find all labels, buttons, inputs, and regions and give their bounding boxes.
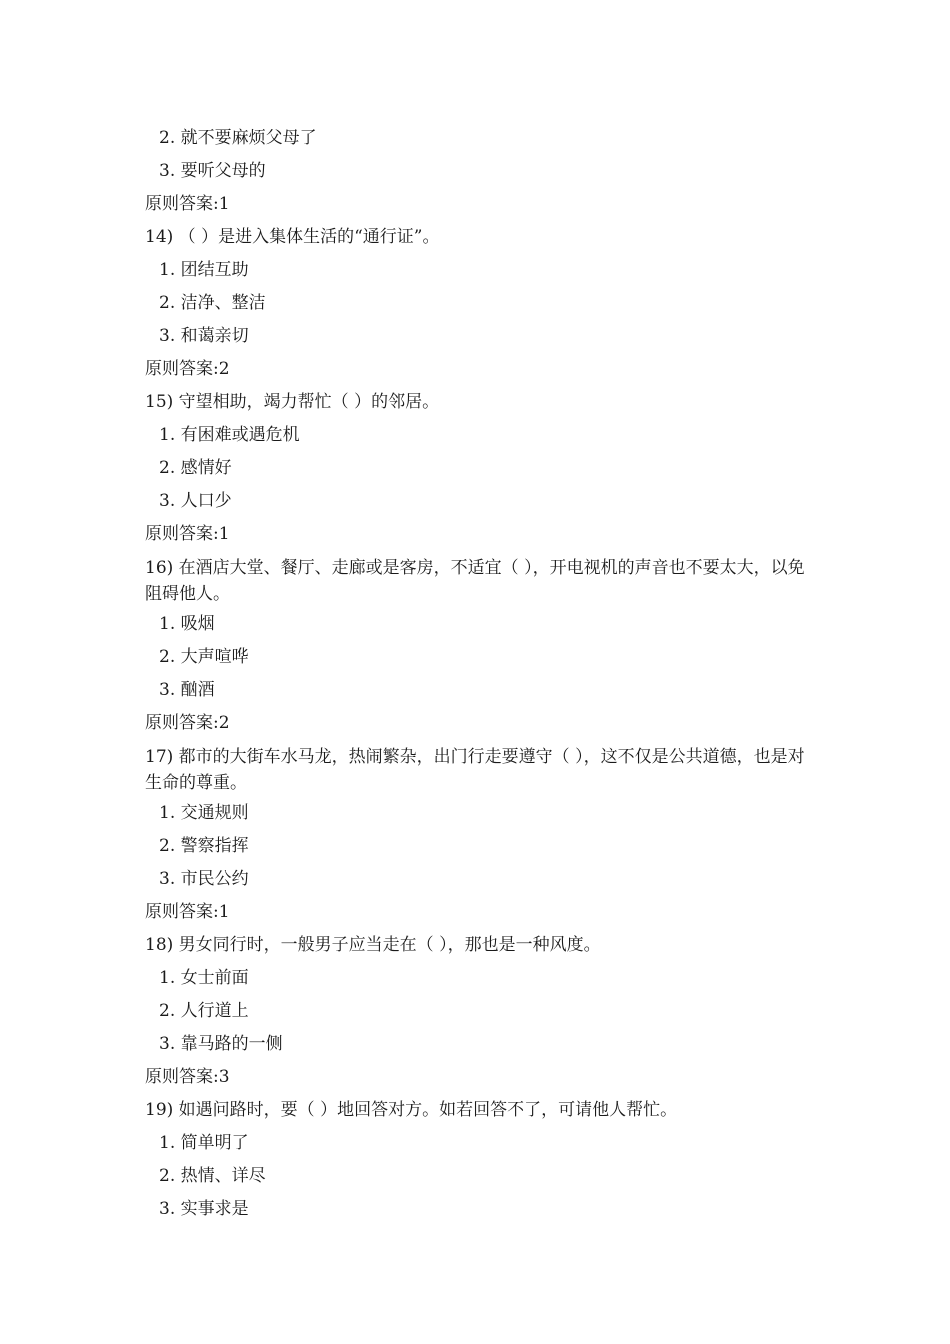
option-item: 2. 洁净、整洁: [159, 293, 266, 313]
question-text: 17) 都市的大街车水马龙，热闹繁杂，出门行走要遵守（ ），这不仅是公共道德，也是对生命的尊重。: [145, 747, 805, 793]
question-text: 14) （ ）是进入集体生活的“通行证”。: [145, 227, 440, 247]
question-text: 19) 如遇问路时，要（ ）地回答对方。如若回答不了，可请他人帮忙。: [145, 1100, 678, 1120]
option-item: 1. 简单明了: [159, 1133, 249, 1153]
answer-line: 原则答案:2: [145, 713, 230, 733]
option-item: 2. 警察指挥: [159, 836, 249, 856]
option-item: 2. 人行道上: [159, 1001, 249, 1021]
answer-line: 原则答案:1: [145, 902, 230, 922]
option-item: 3. 实事求是: [159, 1199, 249, 1219]
question-text: 15) 守望相助，竭力帮忙（ ）的邻居。: [145, 392, 440, 412]
option-item: 3. 和蔼亲切: [159, 326, 249, 346]
option-item: 1. 女士前面: [159, 968, 249, 988]
option-item: 1. 有困难或遇危机: [159, 425, 300, 445]
question-text: 16) 在酒店大堂、餐厅、走廊或是客房，不适宜（ ），开电视机的声音也不要太大，以免阻碍他人。: [145, 558, 805, 604]
option-item: 1. 吸烟: [159, 614, 215, 634]
quiz-content: [145, 124, 810, 1228]
option-item: 2. 大声喧哗: [159, 647, 249, 667]
option-item: 3. 要听父母的: [159, 161, 266, 181]
answer-line: 原则答案:1: [145, 194, 230, 214]
answer-line: 原则答案:1: [145, 524, 230, 544]
option-item: 3. 人口少: [159, 491, 232, 511]
option-item: 2. 热情、详尽: [159, 1166, 266, 1186]
question-text: 18) 男女同行时，一般男子应当走在（ ），那也是一种风度。: [145, 935, 601, 955]
option-item: 3. 酗酒: [159, 680, 215, 700]
answer-line: 原则答案:3: [145, 1067, 230, 1087]
option-item: 3. 市民公约: [159, 869, 249, 889]
option-item: 2. 感情好: [159, 458, 232, 478]
answer-line: 原则答案:2: [145, 359, 230, 379]
option-item: 2. 就不要麻烦父母了: [159, 128, 317, 148]
option-item: 1. 团结互助: [159, 260, 249, 280]
option-item: 3. 靠马路的一侧: [159, 1034, 283, 1054]
option-item: 1. 交通规则: [159, 803, 249, 823]
